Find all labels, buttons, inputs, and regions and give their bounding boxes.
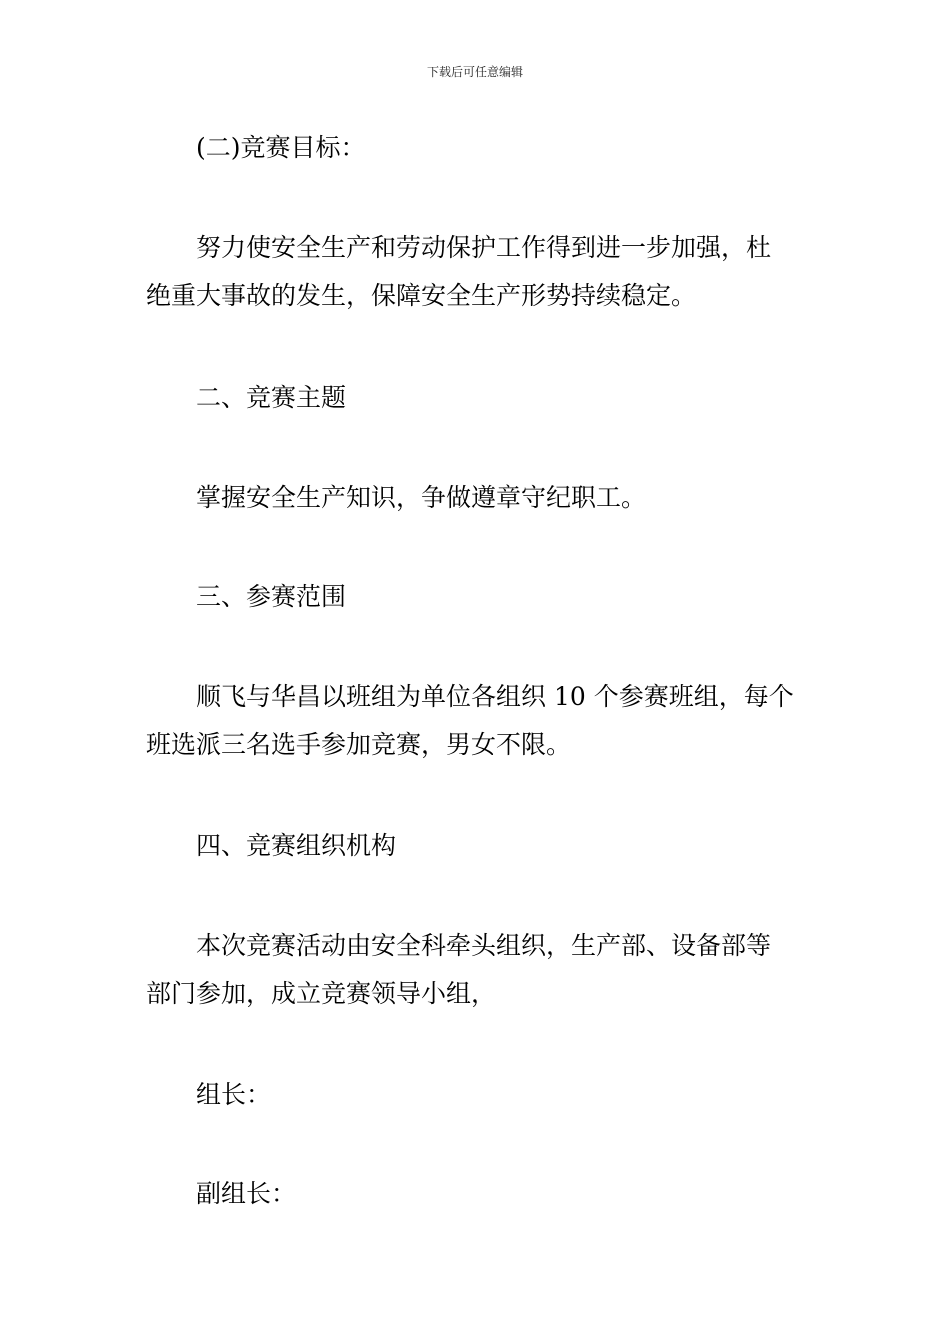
- theme-heading: 二、竞赛主题: [196, 383, 347, 412]
- header-note: 下载后可任意编辑: [426, 65, 523, 79]
- scope-text-line-2: 班选派三名选手参加竞赛，男女不限。: [146, 730, 572, 759]
- goal-text-line-2: 绝重大事故的发生，保障安全生产形势持续稳定。: [146, 281, 697, 310]
- org-paragraph: [146, 922, 811, 1018]
- deputy-leader-label: 副组长：: [196, 1179, 297, 1208]
- scope-text-line-1: 顺飞与华昌以班组为单位各组织 10 个参赛班组，每个: [196, 682, 794, 711]
- org-text-line-2: 部门参加，成立竞赛领导小组，: [146, 979, 497, 1008]
- goal-text-line-1: 努力使安全生产和劳动保护工作得到进一步加强，杜: [196, 233, 772, 262]
- org-text-line-1: 本次竞赛活动由安全科牵头组织，生产部、设备部等: [196, 931, 772, 960]
- leader-label: 组长：: [196, 1080, 272, 1109]
- scope-paragraph: [146, 673, 811, 769]
- goal-heading: (二)竞赛目标：: [196, 133, 366, 162]
- scope-heading: 三、参赛范围: [196, 582, 347, 611]
- org-heading: 四、竞赛组织机构: [196, 831, 397, 860]
- goal-paragraph: [146, 224, 811, 320]
- theme-text: 掌握安全生产知识，争做遵章守纪职工。: [196, 483, 647, 512]
